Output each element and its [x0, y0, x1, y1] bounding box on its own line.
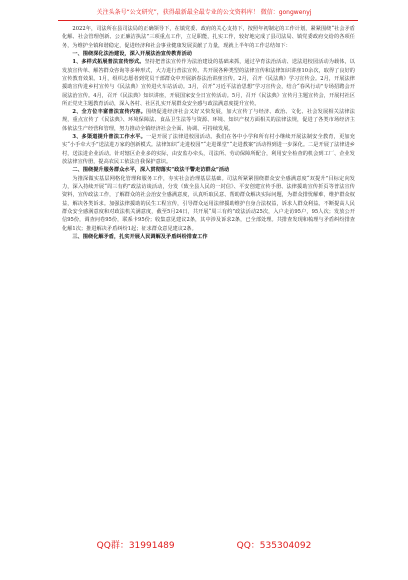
footer-qq: QQ：535304092 [236, 541, 312, 551]
paragraph-3-text: 一是开展了法律进校园活动。我们在各中小学和所有村小继续开展法制安全教育，更加充实“小手牵大手”送法进万家的创新模式。法律知识“走进校园”“走进课堂”“走进教案”活动得到进一步深化。二是开展了法律进乡村，送法进企业活动。针对辖区企业多的实际，由安监办牵头，司法所、劳动保障所配合，利用安全检查的机会到工厂、企业发放法律宣传册，提高农民工依法自我保护意识。 [62, 134, 355, 165]
paragraph-2-lead: 2、全方位丰富普法宣传内容。 [72, 109, 146, 116]
document-body [62, 25, 355, 535]
footer-qq-group: QQ群：31991489 [96, 541, 175, 551]
intro-paragraph: 2022年，司法所在县司法局的正确领导下，在镇党委、政府的关心支持下，按照年初制定的工作计划，紧紧围绕“社会矛盾化解、社会管理创新、公正廉洁执法”三项重点工作，立足职能，扎实工作，较好地完成了县司法局、镇党委政府交给的各项任务，为维护全镇和谐稳定，促进经济和社会事业健康发展贡献了力量，现就上半年的工作总结如下： [62, 26, 355, 49]
paragraph-4: 为推深做实基层网格化管理和服务工作，夯实社会治理基层基础。司法所紧紧围绕群众安全感满意度“双提升”目标定向发力，深入持续开展“周三有约”政法访谈活动，分发《致全县人民的一封信》、平安创建宣传手册、法律援助宣传折页等普法宣传资料，宣传政法工作，了解群众的社会治安全感满意度，认真听取民意、帮助群众解决实际问题，为群众排忧解难，维护群众权益，解决各类诉求。加强法律援助的民生工程宣传，引导群众运用法律援助维护自身合法权益，诉求人群众利益。不断提高人民群众安全感满意度和对政法机关满意度，截至5月24日，共开展“周三有约”政法活动25次，入户走访95户，95人次；发放公开信95份，调查问卷95份，联系卡95份；收集意见建议2条，其中涉及诉求2条，已全部处理。共排查发现和梳理与矛盾纠纷排查化解1次；推进解决矛盾纠纷1起；征求群众意见建议2条。 [62, 175, 355, 232]
section-heading-3: 三、围绕化解矛盾，扎实开展人民调解及矛盾纠纷排查工作 [72, 233, 208, 240]
paragraph-2-text: 围绕促进经济社会又好又快发展，加大宣传了与经济、政治、文化、社会发展相关法律法规，重点宣传了《民法典》、环境保障法、食品卫生法等与资源、环境、知识产权方面相关的法律法规，促进了各类市场经济主体依法生产经营和管理，努力推动全镇经济社会全面、协调、可持续发展。 [62, 109, 355, 132]
footer-contact [0, 540, 408, 552]
header-banner: 关注头条号“公文研究”，获得最新最全最专业的公文资料库！ 微信：gongwenyj [96, 9, 312, 16]
paragraph-1 [62, 58, 355, 108]
section-heading-2: 二、围绕提升服务群众水平，深入贯彻落实“政法干警走访群众”活动 [72, 167, 230, 174]
paragraph-3-lead: 3、多渠道提升普法工作水平。 [72, 134, 146, 141]
section-heading-1: 一、围绕深化法治建设，深入开展法治宣传教育活动 [72, 50, 193, 57]
paragraph-1-lead: 1、多样式拓展普法宣传形式。 [72, 59, 145, 66]
paragraph-1-text: 坚持把普法宣传作为法治建设的基础来抓，通过孕育法治活动、送法进校园活动为载体，以发放宣传单、解答群众咨询等多种形式，大力进行普法宣传。共开展各种类型的法律宣传和法律知识讲座10余次，取得了良好的宣传教育效果。1月，组织志愿者到党员干部群众中开展新春法治讲座宣传。2月，召开《民法典》学习宣传会。2月，开展法律援助宣传进乡村宣传与《民法典》宣传进火车站活动。3月，召开“习近平法治思想”学习宣传会，结合“春风行动”专场招聘会开展法治宣传。4月，召开《民法典》知识讲座，开展国家安全日宣传活动。5月，召开《民法典》宣传月主题宣传会，开展村社区所正党史主题教育活动，深入各村、社区扎实开展群众安全感与政法满意度提升宣传。 [62, 59, 355, 107]
paragraph-3 [62, 133, 355, 166]
paragraph-2 [62, 108, 355, 133]
header-divider [58, 20, 358, 21]
